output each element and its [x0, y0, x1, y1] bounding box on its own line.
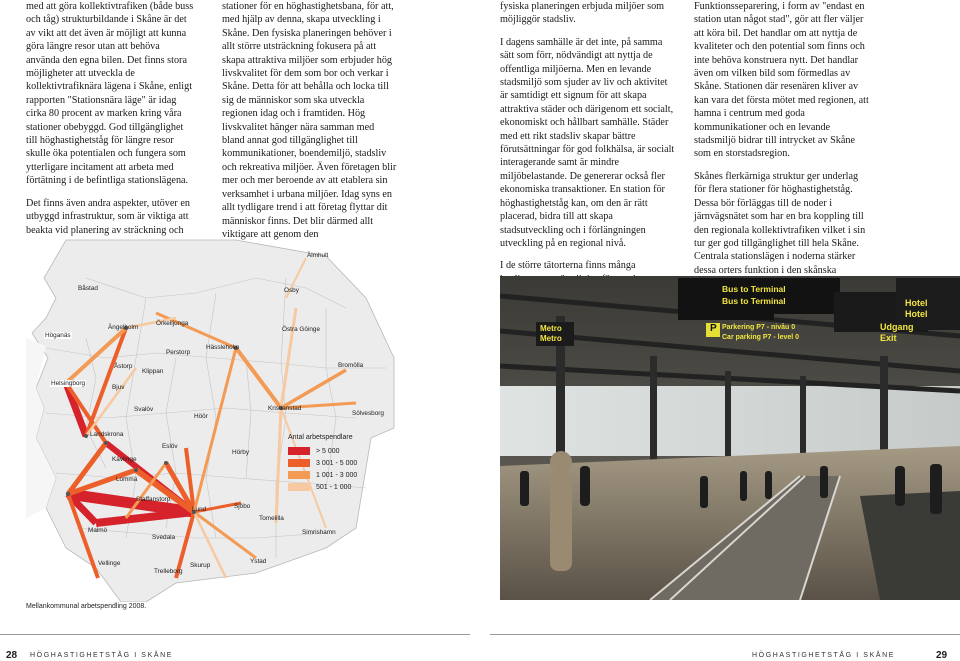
map-legend: [288, 434, 394, 493]
legend-swatch: [288, 447, 310, 455]
map-label: Kävlinge: [112, 456, 137, 463]
map-label: Staffanstorp: [136, 496, 171, 503]
map-label: Sjöbo: [234, 503, 251, 510]
legend-row: [288, 445, 394, 457]
sign-parking-sv: Parkering P7 - nivåu 0: [722, 324, 796, 331]
map-label: Simrishamn: [302, 529, 336, 536]
map-label: Kristianstad: [268, 405, 302, 412]
sign-bus-to-terminal: Bus to Terminal: [722, 296, 786, 306]
map-label: Eslöv: [162, 443, 178, 450]
legend-swatch: [288, 459, 310, 467]
commuting-map: [26, 238, 396, 602]
legend-row: [288, 481, 394, 493]
map-label: Osby: [284, 287, 299, 294]
map-label: Ystad: [250, 558, 267, 565]
map-label: Svedala: [152, 534, 176, 541]
legend-swatch: [288, 471, 310, 479]
text-column-3: [500, 0, 675, 322]
map-label: Bjuv: [112, 384, 125, 391]
sign-metro-en: Metro: [540, 334, 562, 343]
map-label: Hörby: [232, 449, 250, 456]
map-graphic: [26, 238, 396, 602]
text-column-1: [26, 0, 196, 246]
legend-label: 1 001 - 3 000: [316, 471, 358, 479]
footer-rule-right: [490, 634, 960, 635]
map-label: Bromölla: [338, 362, 364, 369]
map-label: Ängelholm: [108, 324, 139, 331]
map-label: Örkelljunga: [156, 320, 189, 327]
map-label: Östra Göinge: [282, 326, 321, 333]
paragraph: fysiska planeringen erbjuda miljöer som möjliggör stadsliv.: [500, 1, 665, 26]
legend-label: 501 - 1 000: [316, 483, 352, 491]
footer-rule-left: [0, 634, 470, 635]
map-label: Perstorp: [166, 349, 191, 356]
sign-parking-en: Car parking P7 - level 0: [722, 334, 800, 341]
map-label: Trelleborg: [154, 568, 183, 575]
map-label: Klippan: [142, 368, 164, 375]
map-label: Skurup: [190, 562, 211, 569]
map-label: Höganäs: [45, 332, 71, 339]
map-label: Svalöv: [134, 406, 154, 413]
map-label: Sölvesborg: [352, 410, 384, 417]
legend-row: [288, 469, 394, 481]
running-title-left: HÖGHASTIGHETSTÅG I SKÅNE: [30, 652, 174, 659]
map-label: Landskrona: [90, 431, 124, 438]
paragraph: I dagens samhälle är det inte, på samma sätt som förr, nödvändigt att nyttja de offentliga miljöerna. Men en levande stadsmiljö som sjuder av liv och aktivitet är samtidigt ett signum för att skapa attraktiva städer och därigenom ett socialt, ekonomiskt och hållbart samhälle. Städer med ett rikt stadsliv skapar bättre förutsättningar för god folkhälsa, är socialt interagerande samt är mindre miljöbelastande. De genererar också fler ekonomiska transaktioner. En station för höghastighetståg kan, om den är rätt placerad, bidra till att skapa stadsutveckling och i förlängningen utveckling på en regional nivå.: [500, 36, 675, 249]
page-number-right: 29: [936, 650, 948, 661]
page-number-left: 28: [6, 650, 18, 661]
terminal-photo: [500, 276, 960, 600]
map-label: Åstorp: [114, 363, 133, 370]
paragraph: Det finns även andra aspekter, utöver en utbyggd infrastruktur, som är viktiga att beakta vid planering av sträckning och: [26, 197, 190, 236]
sign-bus-to-terminal: Bus to Terminal: [722, 284, 786, 294]
map-label: Älmhult: [307, 252, 329, 259]
paragraph: Funktionsseparering, i form av "endast en station utan något stad", gör att fler väljer att köra bil. Det handlar om att nyttja de kvaliteter och den potential som finns och inte behöva konstruera nytt. Det handlar även om vilken bild som förmedlas av Skåne. Stationen där resenären kliver av kan vara det första mötet med regionen, att hamna i centrum med goda kommunikationer och en levande stadsmiljö bidrar till intrycket av Skåne som en storstadsregion.: [694, 1, 869, 160]
legend-row: [288, 457, 394, 469]
map-label: Båstad: [78, 285, 98, 292]
map-label: Malmö: [88, 527, 108, 534]
paragraph: med att göra kollektivtrafiken (både buss och tåg) strukturbildande i Skåne är det av vikt att det även är möjligt att kunna göra längre resor utan att behöva använda den egna bilen. Det finns stora möjligheter att utveckla de kollektivtrafiknära lägena i Skåne, enligt rapporten "Stationsnära läge" är idag cirka 80 procent av marken kring våra stationer obebyggd. God tillgänglighet till höghastighetståg för längre resor skulle öka potentialen och fungera som ytterligare incitament att arbeta med förtätning i de befintliga stationslägena.: [26, 1, 194, 187]
sign-exit-sv: Udgang: [880, 322, 914, 332]
running-title-right: HÖGHASTIGHETSTÅG I SKÅNE: [752, 652, 896, 659]
sign-hotel-sv: Hotel: [905, 298, 928, 308]
text-column-2: [222, 0, 397, 250]
map-label: Lomma: [116, 476, 138, 483]
map-label: Vellinge: [98, 560, 121, 567]
text-column-4: [694, 0, 872, 300]
map-label: Tomelilla: [259, 515, 284, 522]
legend-label: > 5 000: [316, 447, 340, 455]
paragraph: Skånes flerkärniga struktur ger underlag för flera stationer för höghastighetståg. Dessa bör förläggas till de noder i järnvägsnätet som har en bra koppling till den regionala kollektivtrafiken vilket i sin tur ger god tillgänglighet till hela Skåne. Centrala stationslägen i noderna stärker dessa orters funktion i den skånska: [694, 170, 866, 276]
legend-swatch: [288, 483, 310, 491]
legend-label: 3 001 - 5 000: [316, 459, 358, 467]
paragraph: I de större tätorterna finns många: [500, 260, 636, 272]
map-label: Helsingborg: [51, 380, 86, 387]
parking-icon: P: [710, 323, 717, 334]
legend-title: Antal arbetspendlare: [288, 434, 353, 441]
map-label: Höör: [194, 413, 208, 420]
map-label: Hässleholm: [206, 344, 240, 351]
map-label: Lund: [192, 506, 207, 513]
sign-metro-sv: Metro: [540, 324, 562, 333]
map-caption: Mellankommunal arbetspendling 2008.: [26, 603, 147, 610]
sign-hotel-en: Hotel: [905, 309, 928, 319]
sign-exit-en: Exit: [880, 333, 897, 343]
paragraph: stationer för en höghastighetsbana, för att, med hjälp av denna, skapa utveckling i Skåne. Den fysiska planeringen behöver i allt större utsträckning fokusera på att skapa attraktiva miljöer som erbjuder hög livskvalitet för dem som bor och verkar i Skåne. Detta för att behålla och locka till sig de människor som ska utveckla regionen idag och i framtiden. Hög livskvalitet hänger nära samman med bland annat god tillgänglighet till kommunikationer, boendemiljö, stadsliv och rekreativa miljöer. Även företagen blir mer och mer beroende av att etablera sin verksamhet i urbana miljöer. Idag syns en allt tydligare trend i att företag flyttar dit människor finns. Det blir därmed allt viktigare att genom den: [222, 1, 397, 240]
